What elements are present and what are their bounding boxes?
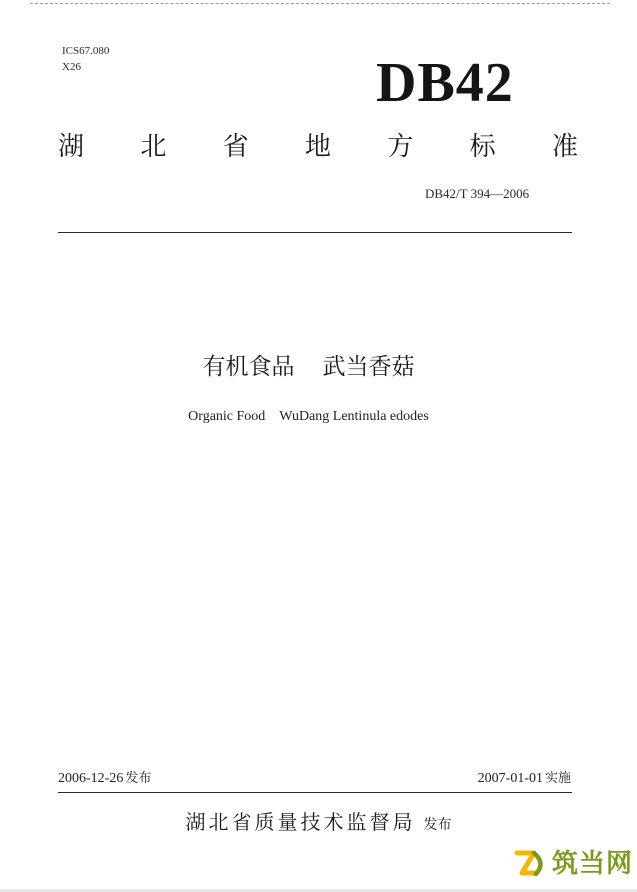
issue-label: 发布 xyxy=(125,771,152,786)
issue-date: 2006-12-26 xyxy=(58,771,124,786)
standard-type-heading xyxy=(58,130,578,166)
standard-type-char: 北 xyxy=(140,132,167,162)
issue-date-line xyxy=(58,770,151,788)
page-top-edge xyxy=(30,3,610,4)
publisher-suffix: 发布 xyxy=(423,817,452,833)
publisher-line xyxy=(0,808,637,839)
standard-type-char: 地 xyxy=(304,132,331,162)
standard-type-char: 湖 xyxy=(58,132,85,162)
footer-divider xyxy=(58,792,572,793)
english-title-part1: Organic Food xyxy=(188,409,266,424)
header-divider xyxy=(58,232,572,233)
chinese-title-part1: 有机食品 xyxy=(202,354,295,380)
standard-type-char: 方 xyxy=(387,132,414,162)
standard-type-char: 省 xyxy=(222,132,249,162)
standard-type-char: 准 xyxy=(551,132,578,162)
implement-date: 2007-01-01 xyxy=(477,771,543,786)
chinese-title xyxy=(0,352,617,382)
publisher-name: 湖北省质量技术监督局 xyxy=(185,810,416,834)
chinese-title-part2: 武当香菇 xyxy=(322,354,415,380)
site-watermark xyxy=(514,844,633,884)
watermark-text: 筑当网 xyxy=(551,849,633,879)
zd-logo-icon xyxy=(514,847,548,881)
standard-mark: DB42 xyxy=(376,52,514,114)
standard-number: DB42/T 394—2006 xyxy=(425,186,530,201)
implement-date-line xyxy=(478,770,571,788)
implement-label: 实施 xyxy=(544,771,571,786)
english-title-part2: WuDang Lentinula edodes xyxy=(279,409,429,424)
classification-code: X26 xyxy=(62,61,81,73)
ics-code: ICS67.080 xyxy=(62,45,110,57)
english-title xyxy=(0,408,617,426)
standard-type-char: 标 xyxy=(469,132,496,162)
